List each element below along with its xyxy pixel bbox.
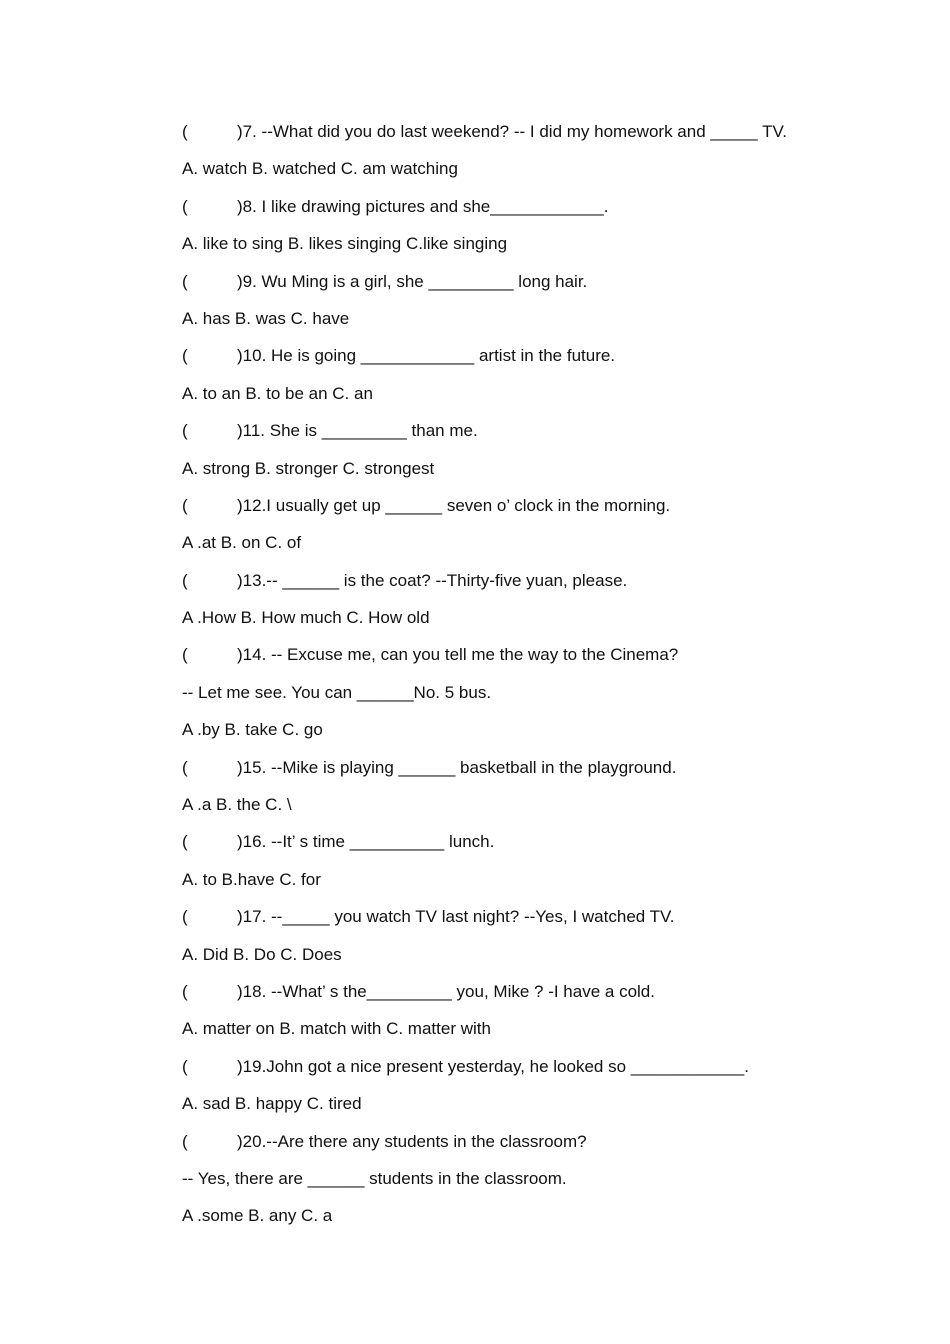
question-text: )20.--Are there any students in the classroom?: [237, 1131, 587, 1151]
answer-blank-paren[interactable]: (: [182, 832, 188, 852]
question-text: )17. --_____ you watch TV last night? --Yes, I watched TV.: [237, 907, 675, 927]
question-stem: [182, 904, 882, 941]
answer-blank-paren[interactable]: (: [182, 122, 188, 141]
answer-options: A. matter on B. match with C. matter with: [182, 1019, 491, 1039]
answer-options: A. has B. was C. have: [182, 308, 350, 328]
question-text: )18. --What’ s the_________ you, Mike ? -I have a cold.: [237, 981, 655, 1001]
question-stem: [182, 979, 882, 1016]
question-text: )12.I usually get up ______ seven o’ clock in the morning.: [237, 495, 671, 515]
answer-options: A .How B. How much C. How old: [182, 608, 430, 628]
question-stem: [182, 119, 882, 156]
answer-blank-paren[interactable]: (: [182, 196, 188, 216]
answer-blank-paren[interactable]: (: [182, 757, 188, 777]
question-continuation: -- Yes, there are ______ students in the classroom.: [182, 1168, 567, 1188]
answer-options: A. to B.have C. for: [182, 869, 321, 889]
answer-options: A .at B. on C. of: [182, 533, 302, 553]
question-text: )14. -- Excuse me, can you tell me the way to the Cinema?: [237, 645, 679, 665]
answer-options: A. watch B. watched C. am watching: [182, 159, 458, 179]
question-stem: [182, 343, 882, 380]
question-text: )13.-- ______ is the coat? --Thirty-five yuan, please.: [237, 570, 628, 590]
answer-blank-paren[interactable]: (: [182, 907, 188, 927]
answer-options: A .some B. any C. a: [182, 1206, 333, 1226]
question-text: )16. --It’ s time __________ lunch.: [237, 832, 495, 852]
question-stem: [182, 194, 882, 231]
question-stem: [182, 1054, 882, 1091]
question-stem: [182, 418, 882, 455]
answer-blank-paren[interactable]: (: [182, 1131, 188, 1151]
answer-blank-paren[interactable]: (: [182, 271, 188, 291]
answer-options: A. sad B. happy C. tired: [182, 1094, 362, 1114]
question-text: )10. He is going ____________ artist in the future.: [237, 346, 616, 366]
question-text: )15. --Mike is playing ______ basketball in the playground.: [237, 757, 677, 777]
question-stem: [182, 829, 882, 866]
question-continuation: -- Let me see. You can ______No. 5 bus.: [182, 682, 492, 702]
answer-blank-paren[interactable]: (: [182, 495, 188, 515]
question-stem: [182, 755, 882, 792]
answer-blank-paren[interactable]: (: [182, 421, 188, 441]
question-list: [182, 119, 882, 1241]
answer-blank-paren[interactable]: (: [182, 1056, 188, 1076]
question-text: )9. Wu Ming is a girl, she _________ long hair.: [237, 271, 588, 291]
question-text: )8. I like drawing pictures and she____________.: [237, 196, 609, 216]
answer-blank-paren[interactable]: (: [182, 346, 188, 366]
answer-blank-paren[interactable]: (: [182, 981, 188, 1001]
question-text: )19.John got a nice present yesterday, he looked so ____________.: [237, 1056, 749, 1076]
question-stem: [182, 269, 882, 306]
answer-options: A. strong B. stronger C. strongest: [182, 458, 435, 478]
question-stem: [182, 493, 882, 530]
question-text: )7. --What did you do last weekend? -- I did my homework and _____ TV.: [237, 122, 787, 141]
question-stem: [182, 642, 882, 679]
answer-options: A .a B. the C. \: [182, 795, 292, 815]
question-text: )11. She is _________ than me.: [237, 421, 478, 441]
answer-options: A. like to sing B. likes singing C.like singing: [182, 234, 508, 254]
answer-options: A .by B. take C. go: [182, 720, 323, 740]
answer-blank-paren[interactable]: (: [182, 570, 188, 590]
question-stem: [182, 1129, 882, 1166]
answer-options: A. Did B. Do C. Does: [182, 944, 342, 964]
answer-blank-paren[interactable]: (: [182, 645, 188, 665]
answer-options: A. to an B. to be an C. an: [182, 383, 373, 403]
question-stem: [182, 568, 882, 605]
